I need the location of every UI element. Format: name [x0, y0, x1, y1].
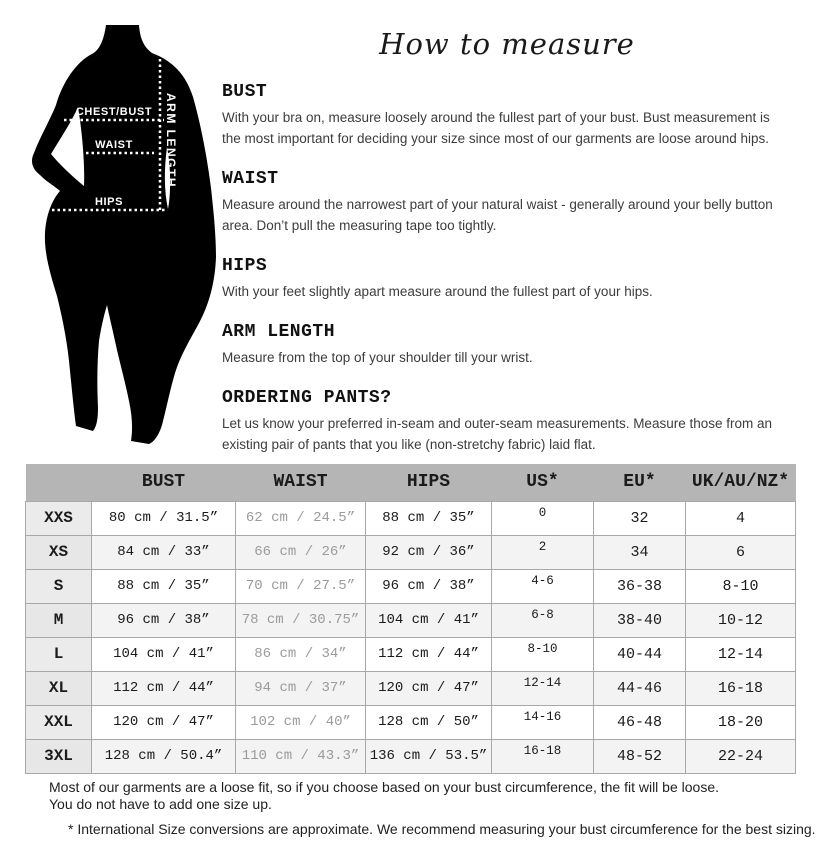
header-bust: BUST: [92, 464, 236, 501]
arm-length-label: ARM LENGTH: [164, 93, 178, 188]
us-cell: 4-6: [492, 569, 594, 603]
section-heading: ORDERING PANTS?: [222, 388, 392, 408]
section-body: With your feet slightly apart measure around the fullest part of your hips.: [222, 284, 653, 299]
bust-cell: 96 cm / 38”: [92, 603, 236, 637]
chest-bust-label: CHEST/BUST: [75, 106, 153, 118]
fit-note-line2: You do not have to add one size up.: [49, 796, 272, 812]
size-cell: L: [26, 637, 92, 671]
hips-cell: 96 cm / 38”: [366, 569, 492, 603]
table-row: [26, 705, 796, 739]
eu-cell: 46-48: [594, 705, 686, 739]
size-cell: S: [26, 569, 92, 603]
hips-cell: 104 cm / 41”: [366, 603, 492, 637]
eu-cell: 36-38: [594, 569, 686, 603]
section-hips: [222, 255, 792, 302]
hips-cell: 88 cm / 35”: [366, 501, 492, 535]
uk-cell: 22-24: [686, 739, 796, 773]
uk-cell: 8-10: [686, 569, 796, 603]
header-hips: HIPS: [366, 464, 492, 501]
eu-cell: 44-46: [594, 671, 686, 705]
waist-cell: 66 cm / 26”: [236, 535, 366, 569]
conversion-footnote: * International Size conversions are approximate. We recommend measuring your bust circumference for the best sizing.: [68, 821, 816, 837]
instructions-column: [222, 26, 792, 455]
uk-cell: 6: [686, 535, 796, 569]
page-title: How to measure: [379, 27, 635, 61]
section-bust: [222, 81, 792, 149]
section-arm-length: [222, 321, 792, 368]
waist-cell: 94 cm / 37”: [236, 671, 366, 705]
waist-cell: 102 cm / 40”: [236, 705, 366, 739]
table-row: [26, 671, 796, 705]
hips-cell: 128 cm / 50”: [366, 705, 492, 739]
waist-cell: 110 cm / 43.3”: [236, 739, 366, 773]
eu-cell: 32: [594, 501, 686, 535]
bust-cell: 80 cm / 31.5”: [92, 501, 236, 535]
table-row: [26, 535, 796, 569]
uk-cell: 12-14: [686, 637, 796, 671]
bust-cell: 84 cm / 33”: [92, 535, 236, 569]
eu-cell: 38-40: [594, 603, 686, 637]
us-cell: 14-16: [492, 705, 594, 739]
body-silhouette-graphic: [28, 25, 218, 445]
size-cell: XXS: [26, 501, 92, 535]
size-chart-table: [25, 464, 796, 774]
hips-cell: 136 cm / 53.5”: [366, 739, 492, 773]
section-heading: BUST: [222, 82, 268, 102]
section-body: Measure around the narrowest part of your natural waist - generally around your belly button area. Don’t pull the measuring tape too tightly.: [222, 197, 773, 233]
uk-cell: 18-20: [686, 705, 796, 739]
header-waist: WAIST: [236, 464, 366, 501]
waist-cell: 62 cm / 24.5”: [236, 501, 366, 535]
us-cell: 6-8: [492, 603, 594, 637]
body-silhouette: [32, 25, 216, 444]
fit-note: [49, 779, 809, 813]
eu-cell: 40-44: [594, 637, 686, 671]
waist-label: WAIST: [95, 139, 133, 151]
size-cell: XXL: [26, 705, 92, 739]
waist-cell: 70 cm / 27.5”: [236, 569, 366, 603]
size-cell: XS: [26, 535, 92, 569]
size-cell: M: [26, 603, 92, 637]
section-heading: HIPS: [222, 256, 268, 276]
fit-note-line1: Most of our garments are a loose fit, so if you choose based on your bust circumference, the fit will be loose.: [49, 779, 720, 795]
bust-cell: 104 cm / 41”: [92, 637, 236, 671]
section-heading: ARM LENGTH: [222, 322, 336, 342]
uk-cell: 10-12: [686, 603, 796, 637]
hips-cell: 92 cm / 36”: [366, 535, 492, 569]
bust-cell: 112 cm / 44”: [92, 671, 236, 705]
bust-cell: 128 cm / 50.4”: [92, 739, 236, 773]
header-uk-au-nz: UK/AU/NZ*: [686, 464, 796, 501]
size-cell: XL: [26, 671, 92, 705]
table-row: [26, 569, 796, 603]
section-body: With your bra on, measure loosely around the fullest part of your bust. Bust measurement is the most important for deciding your size since most of our garments are loose around hips.: [222, 110, 770, 146]
waist-cell: 78 cm / 30.75”: [236, 603, 366, 637]
measurement-figure: [28, 25, 218, 445]
hips-label: HIPS: [94, 196, 124, 208]
eu-cell: 34: [594, 535, 686, 569]
section-heading: WAIST: [222, 169, 279, 189]
bust-cell: 120 cm / 47”: [92, 705, 236, 739]
header-eu: EU*: [594, 464, 686, 501]
us-cell: 8-10: [492, 637, 594, 671]
section-body: Measure from the top of your shoulder till your wrist.: [222, 350, 533, 365]
us-cell: 2: [492, 535, 594, 569]
header-size: [26, 464, 92, 501]
bust-cell: 88 cm / 35”: [92, 569, 236, 603]
table-row: [26, 501, 796, 535]
size-cell: 3XL: [26, 739, 92, 773]
us-cell: 0: [492, 501, 594, 535]
table-header-row: [26, 464, 796, 501]
uk-cell: 16-18: [686, 671, 796, 705]
header-us: US*: [492, 464, 594, 501]
hips-cell: 112 cm / 44”: [366, 637, 492, 671]
us-cell: 16-18: [492, 739, 594, 773]
section-ordering-pants: [222, 387, 792, 455]
section-waist: [222, 168, 792, 236]
us-cell: 12-14: [492, 671, 594, 705]
table-row: [26, 637, 796, 671]
section-body: Let us know your preferred in-seam and outer-seam measurements. Measure those from an existing pair of pants that you like (non-stretchy fabric) laid flat.: [222, 416, 773, 452]
table-row: [26, 603, 796, 637]
waist-cell: 86 cm / 34”: [236, 637, 366, 671]
uk-cell: 4: [686, 501, 796, 535]
table-row: [26, 739, 796, 773]
hips-cell: 120 cm / 47”: [366, 671, 492, 705]
eu-cell: 48-52: [594, 739, 686, 773]
